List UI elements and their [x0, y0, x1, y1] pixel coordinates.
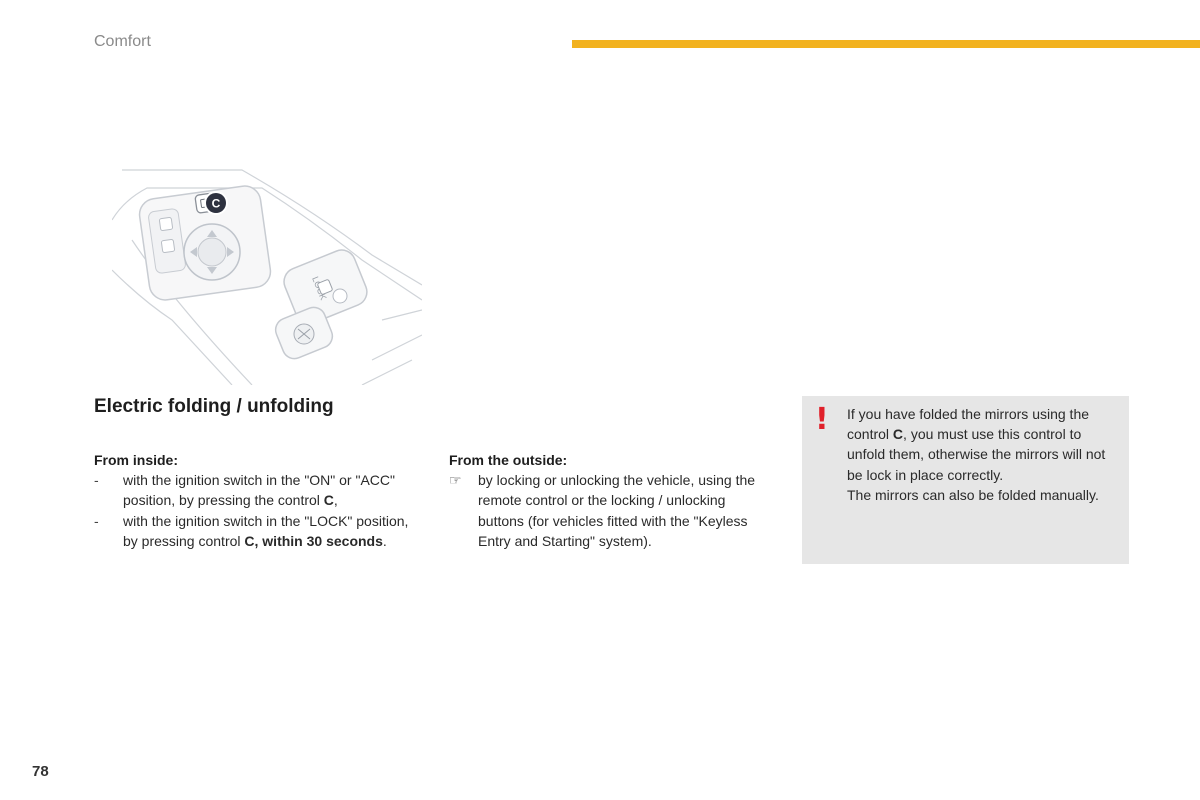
header-accent-bar: [572, 40, 1200, 48]
warning-text: [847, 404, 1122, 505]
callout-c-label: C: [211, 196, 221, 211]
warning-paragraph: If you have folded the mirrors using the control C, you must use this control to unfold them, otherwise the mirrors will not be lock in place correctly.: [847, 406, 1106, 483]
from-outside-column: [449, 450, 769, 551]
from-inside-column: [94, 450, 419, 551]
list-marker: -: [94, 472, 99, 489]
list-item: - with the ignition switch in the "ON" or "ACC" position, by pressing the control C,: [94, 472, 395, 509]
from-inside-list: [94, 470, 419, 551]
door-panel-illustration: [112, 160, 422, 385]
pointing-hand-icon: ☞: [449, 472, 462, 489]
door-panel-svg: [112, 160, 422, 385]
from-inside-heading: From inside:: [94, 452, 179, 468]
section-label: Comfort: [94, 33, 151, 50]
page-number: 78: [32, 763, 49, 780]
section-title: Electric folding / unfolding: [94, 396, 334, 417]
list-marker: -: [94, 512, 99, 529]
warning-paragraph-2: The mirrors can also be folded manually.: [847, 486, 1099, 503]
list-item: ☞ by locking or unlocking the vehicle, using the remote control or the locking / unlocking buttons (for vehicles fitted with the "Keyless Entry and Starting" system).: [449, 472, 756, 549]
list-item: - with the ignition switch in the "LOCK" position, by pressing control C, within 30 seconds.: [94, 512, 409, 549]
from-outside-list: [449, 470, 769, 551]
warning-icon: !: [815, 402, 829, 437]
from-outside-heading: From the outside:: [449, 452, 568, 468]
